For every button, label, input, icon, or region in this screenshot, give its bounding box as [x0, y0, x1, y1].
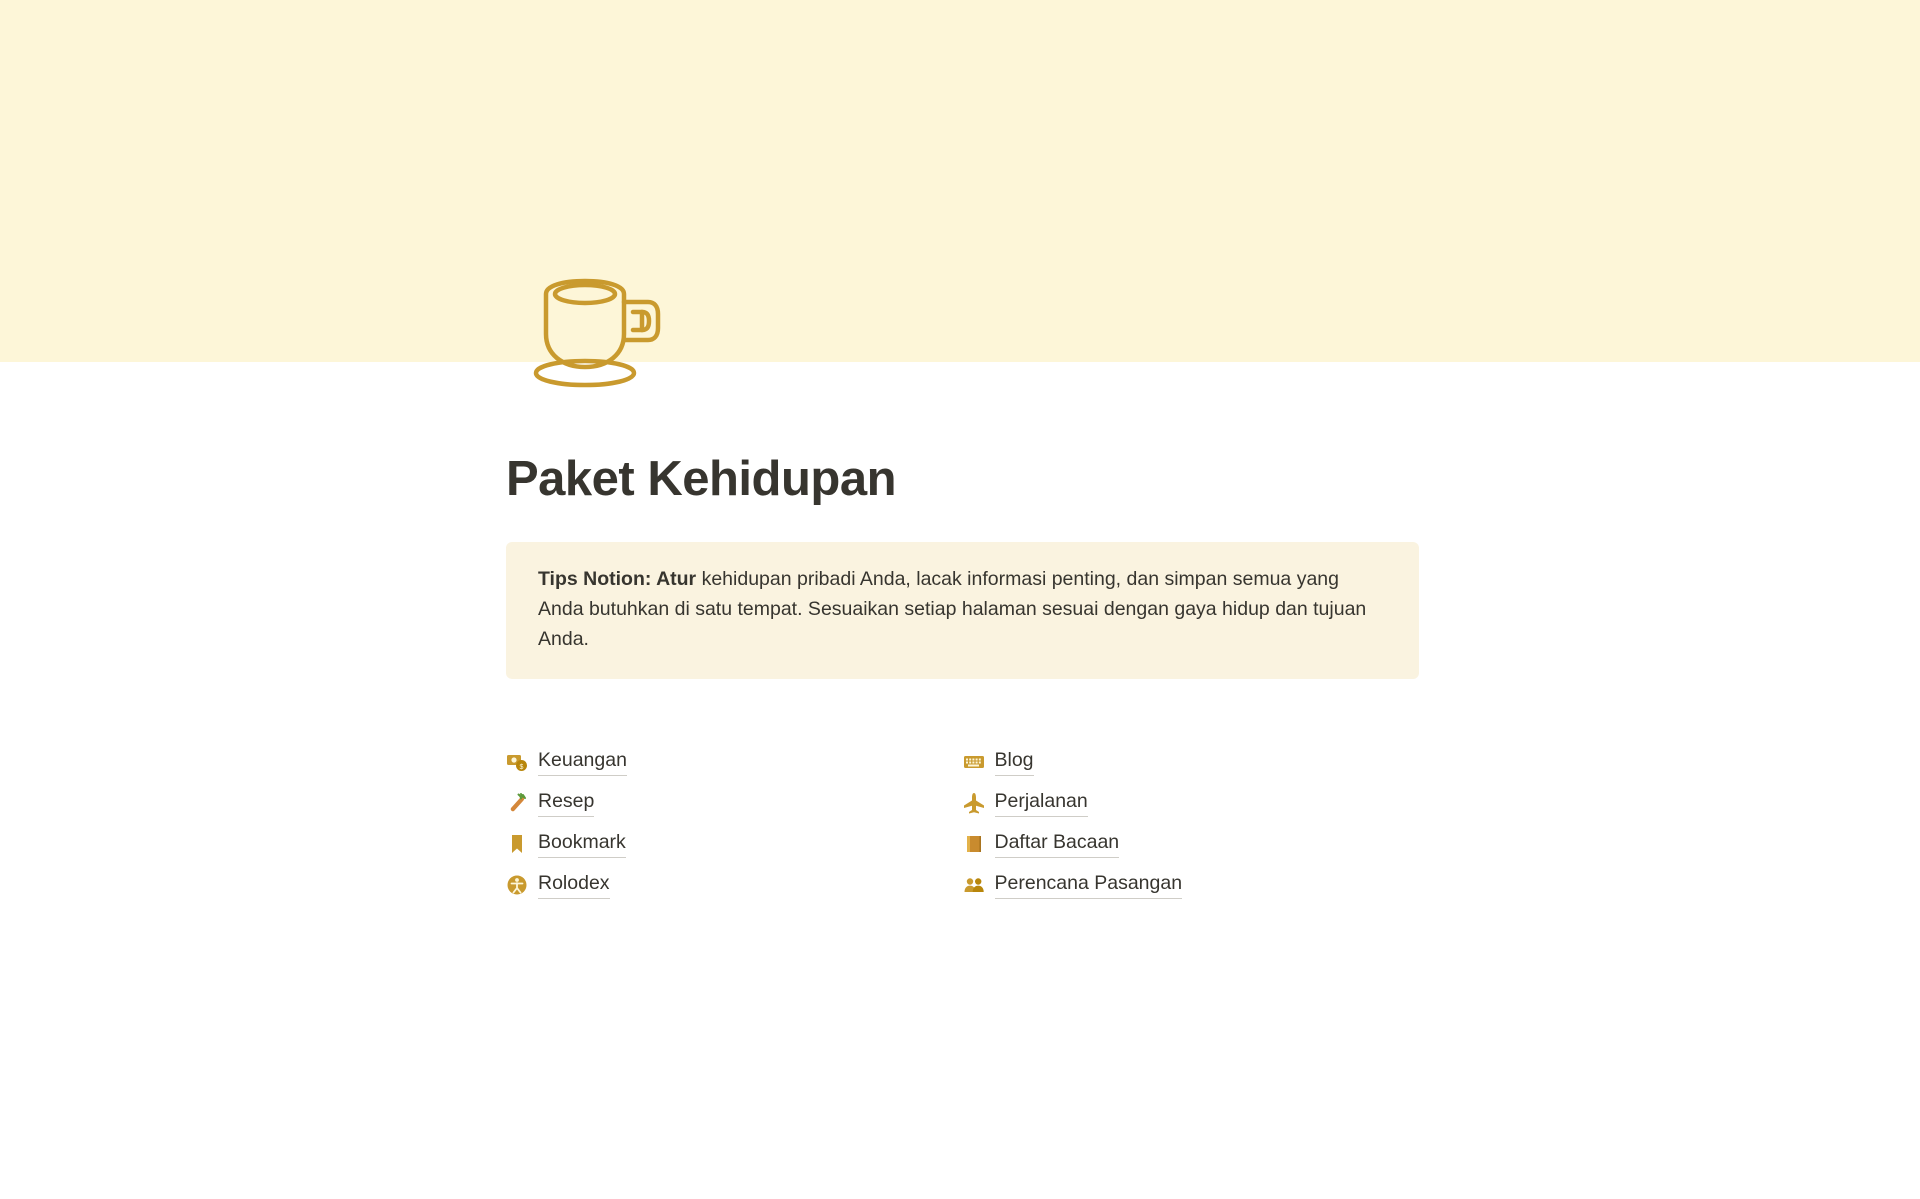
closed-book-icon: [963, 833, 985, 855]
money-exchange-icon: [506, 751, 528, 773]
link-perjalanan[interactable]: [963, 786, 1420, 819]
accessibility-person-icon: [506, 874, 528, 896]
link-label: Daftar Bacaan: [995, 829, 1120, 857]
carrot-icon: [506, 792, 528, 814]
link-blog[interactable]: [963, 745, 1420, 778]
page-cover[interactable]: [0, 0, 1920, 362]
link-label: Perencana Pasangan: [995, 870, 1183, 898]
link-label: Blog: [995, 747, 1034, 775]
svg-text:$: $: [519, 763, 524, 771]
links-right-column: [963, 745, 1420, 901]
link-label: Bookmark: [538, 829, 626, 857]
airplane-icon: [963, 792, 985, 814]
link-label: Resep: [538, 788, 594, 816]
link-bookmark[interactable]: [506, 827, 963, 860]
link-resep[interactable]: [506, 786, 963, 819]
link-perencana-pasangan[interactable]: [963, 868, 1420, 901]
link-label: Rolodex: [538, 870, 610, 898]
link-rolodex[interactable]: [506, 868, 963, 901]
link-label: Perjalanan: [995, 788, 1088, 816]
link-daftar-bacaan[interactable]: [963, 827, 1420, 860]
two-people-icon: [963, 874, 985, 896]
page-title[interactable]: Paket Kehidupan: [506, 452, 897, 506]
page-links: [506, 745, 1419, 901]
tips-callout[interactable]: [506, 542, 1419, 679]
callout-text: [538, 564, 1387, 655]
keyboard-icon: [963, 751, 985, 773]
coffee-cup-icon[interactable]: [528, 272, 668, 394]
links-left-column: [506, 745, 963, 901]
link-label: Keuangan: [538, 747, 627, 775]
bookmark-icon: [506, 833, 528, 855]
link-keuangan[interactable]: [506, 745, 963, 778]
callout-body: kehidupan pribadi Anda, lacak informasi penting, dan simpan semua yang Anda butuhkan di satu tempat. Sesuaikan setiap halaman sesuai dengan gaya hidup dan tujuan Anda.: [538, 568, 1367, 651]
callout-lead: Tips Notion: Atur: [538, 568, 697, 590]
